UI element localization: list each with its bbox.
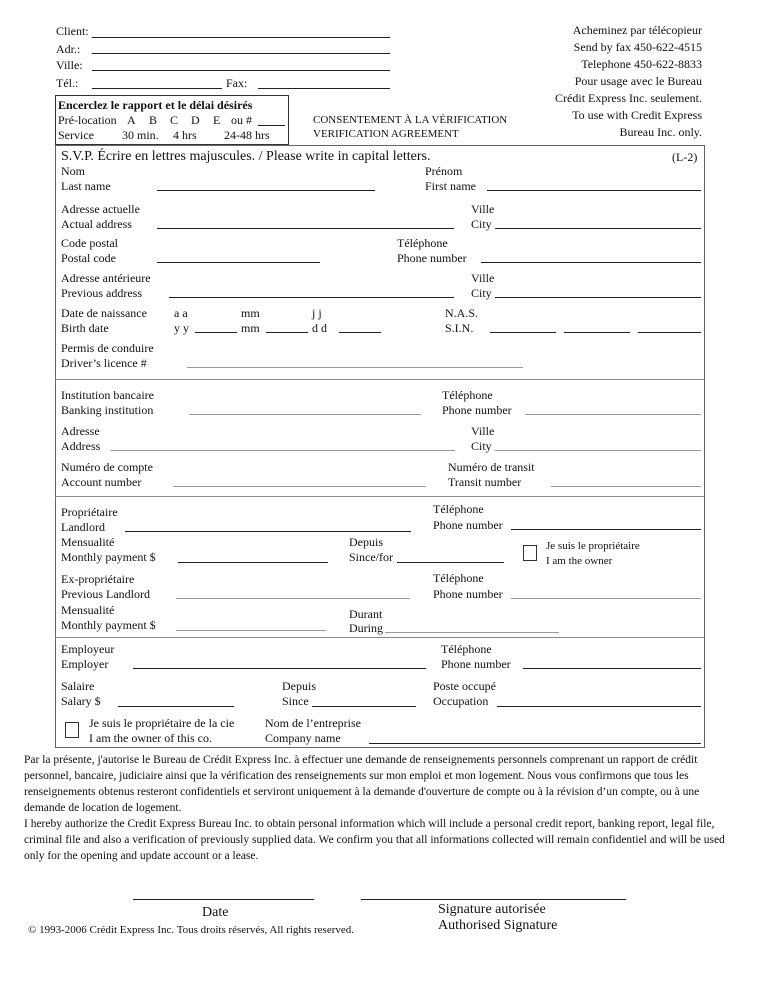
bank-city-field[interactable] [495,450,701,451]
landlord-field[interactable] [125,531,411,532]
ou-label: ou # [231,113,252,127]
main-form-box [55,145,705,748]
consent-title-en: VERIFICATION AGREEMENT [313,128,459,140]
previous-address-label: Previous address [61,286,142,300]
transit-number-field[interactable] [551,486,701,487]
telephone-label-employer: Téléphone [441,642,492,656]
telephone-label-bank: Téléphone [442,388,493,402]
service-label: Service [58,128,94,142]
nom-label: Nom [61,164,85,178]
actual-address-label: Actual address [61,217,132,231]
monthly-payment-field-1[interactable] [178,562,328,563]
ville-label-1: Ville [471,202,495,216]
account-number-field[interactable] [173,486,426,487]
phone-number-label-prev: Phone number [433,587,503,601]
employer-phone-field[interactable] [523,668,701,669]
employer-label: Employer [61,657,109,671]
form-code: (L-2) [672,150,698,164]
tel-label: Tél.: [56,76,79,90]
owner-label-fr: Je suis le propriétaire [546,540,640,552]
occupation-field[interactable] [497,706,701,707]
client-field[interactable] [92,37,390,38]
numero-transit-label: Numéro de transit [448,460,535,474]
fax-label: Fax: [226,76,248,90]
section-divider-landlord [55,496,704,497]
proprietaire-label: Propriétaire [61,505,118,519]
since-label-employer: Since [282,694,309,708]
phone-number-field-1[interactable] [481,262,701,263]
salary-field[interactable] [118,706,234,707]
depuis-label-employer: Depuis [282,679,316,693]
authorization-text-en: I hereby authorize the Credit Express Bureau Inc. to obtain personal information which will include a personal credit report, banking report, legal file, criminal file and also a verification of previously supplied data. We confirm you that all informations collected will remain confidentiel and will be used only for the opening and update account or a lease. [24,818,725,862]
capital-letters-instruction: S.V.P. Écrire en lettres majuscules. / Please write in capital letters. [61,149,431,164]
prenom-label: Prénom [425,164,463,178]
option-a[interactable]: A [127,113,136,127]
monthly-payment-field-2[interactable] [176,630,326,631]
birth-day-field[interactable] [339,332,381,333]
landlord-label: Landlord [61,520,105,534]
permis-label: Permis de conduire [61,341,154,355]
landlord-phone-field[interactable] [511,529,701,530]
option-e[interactable]: E [213,113,221,127]
last-name-field[interactable] [157,190,375,191]
company-name-label: Company name [265,731,341,745]
city-label-2: City [471,286,492,300]
i-am-owner-checkbox[interactable] [523,545,537,561]
city-field-1[interactable] [495,228,701,229]
during-label: During [349,621,383,635]
birth-month-field[interactable] [266,332,308,333]
city-label-1: City [471,217,492,231]
birth-date-label: Birth date [61,321,109,335]
ville-field[interactable] [92,70,390,71]
depuis-label-landlord: Depuis [349,535,383,549]
option-d[interactable]: D [191,113,200,127]
nom-entreprise-label: Nom de l’entreprise [265,716,361,730]
drivers-licence-label: Driver’s licence # [61,356,147,370]
adr-label: Adr.: [56,42,81,56]
banking-institution-label: Banking institution [61,403,154,417]
consent-title-fr: CONSENTEMENT À LA VÉRIFICATION [313,114,508,126]
adresse-anterieure-label: Adresse antérieure [61,271,151,285]
phone-number-label-1: Phone number [397,251,467,265]
employeur-label: Employeur [61,642,115,656]
phone-number-label-bank: Phone number [442,403,512,417]
monthly-payment-label-1: Monthly payment $ [61,550,156,564]
numero-compte-label: Numéro de compte [61,460,153,474]
actual-address-field[interactable] [157,228,454,229]
drivers-licence-field[interactable] [187,367,523,368]
mensualite-label-1: Mensualité [61,535,115,549]
signature-label-fr: Signature autorisée [438,902,546,917]
birth-year-field[interactable] [195,332,237,333]
mm-label-fr: mm [241,306,260,320]
yy-label: y y [174,321,189,335]
tel-field[interactable] [92,88,222,89]
adresse-actuelle-label: Adresse actuelle [61,202,140,216]
ville-label-2: Ville [471,271,495,285]
poste-label: Poste occupé [433,679,496,693]
bank-address-field[interactable] [111,450,455,451]
company-name-field[interactable] [369,743,701,744]
authorization-text-fr: Par la présente, j'autorise le Bureau de Crédit Express Inc. à effectuer une demande de renseignements personnels comprenant un rapport de crédit personnel, bancaire, judiciaire ainsi que la vérification des renseignements sur mon emploi et mon logement. Nous vous confirmons que tous les renseignements obtenus resteront confidentiels et serviront uniquement à la demande d'ouverture de compte ou à la révision d’un compte, ou à une demande de location de logement. [24,754,700,814]
banking-institution-field[interactable] [189,414,421,415]
date-naissance-label: Date de naissance [61,306,147,320]
address-label-bank: Address [61,439,101,453]
section-divider-employer [55,637,704,638]
fax-instructions: Acheminez par télécopieur Send by fax 450-622-4515 Telephone 450-622-8833 Pour usage avec le Bureau Crédit Express Inc. seulement. To use with Credit Express Bureau Inc. only. [555,23,702,139]
adresse-label-bank: Adresse [61,424,100,438]
delay-4hrs[interactable]: 4 hrs [173,128,197,142]
code-postal-label: Code postal [61,236,118,250]
report-number-field[interactable] [258,125,285,126]
last-name-label: Last name [61,179,111,193]
sin-label: S.I.N. [445,321,474,335]
first-name-label: First name [425,179,476,193]
copyright: © 1993-2006 Crédit Express Inc. Tous droits réservés, All rights reserved. [28,924,355,936]
option-b[interactable]: B [149,113,158,127]
signature-label-en: Authorised Signature [438,918,558,933]
occupation-label: Occupation [433,694,489,708]
since-for-label: Since/for [349,550,393,564]
company-owner-label-fr: Je suis le propriétaire de la cie [89,716,235,730]
account-number-label: Account number [61,475,142,489]
telephone-label-prev: Téléphone [433,571,484,585]
city-label-bank: City [471,439,492,453]
nas-label: N.A.S. [445,306,479,320]
ville-label: Ville: [56,58,83,72]
ex-proprietaire-label: Ex-propriétaire [61,572,135,586]
postal-code-label: Postal code [61,251,116,265]
salary-label: Salary $ [61,694,101,708]
section-divider-bank [55,379,704,380]
city-field-2[interactable] [495,297,701,298]
bank-phone-field[interactable] [525,414,701,415]
dd-label: d d [312,321,327,335]
owner-label-en: I am the owner [546,555,613,567]
date-label: Date [202,905,229,920]
date-line[interactable] [133,899,314,900]
since-for-field[interactable] [397,562,504,563]
previous-landlord-phone-field[interactable] [511,598,701,599]
aa-label: a a [174,306,188,320]
adr-field[interactable] [92,53,390,54]
signature-line[interactable] [361,899,626,900]
client-label: Client: [56,24,89,38]
previous-landlord-field[interactable] [176,598,410,599]
institution-label: Institution bancaire [61,388,154,402]
durant-label: Durant [349,607,383,621]
previous-address-field[interactable] [169,297,454,298]
employer-since-field[interactable] [312,706,416,707]
company-owner-label-en: I am the owner of this co. [89,731,212,745]
first-name-field[interactable] [487,190,701,191]
employer-field[interactable] [133,668,426,669]
sin-field-3[interactable] [638,332,701,333]
delay-30min[interactable]: 30 min. [122,128,159,142]
previous-landlord-label: Previous Landlord [61,587,150,601]
salaire-label: Salaire [61,679,95,693]
phone-number-label-landlord: Phone number [433,518,503,532]
telephone-label-landlord: Téléphone [433,502,484,516]
fax-field[interactable] [258,88,390,89]
mm-label-en: mm [241,321,260,335]
postal-code-field[interactable] [157,262,320,263]
sin-field-1[interactable] [490,332,556,333]
transit-number-label: Transit number [448,475,522,489]
pre-location-label: Pré-location [58,113,117,127]
mensualite-label-2: Mensualité [61,603,115,617]
phone-number-label-employer: Phone number [441,657,511,671]
monthly-payment-label-2: Monthly payment $ [61,618,156,632]
report-box-title: Encerclez le rapport et le délai désirés [58,98,253,112]
sin-field-2[interactable] [564,332,630,333]
delay-24-48hrs[interactable]: 24-48 hrs [224,128,270,142]
during-field[interactable] [385,632,559,633]
ville-label-bank: Ville [471,424,495,438]
jj-label: j j [312,306,322,320]
company-owner-checkbox[interactable] [65,722,79,738]
option-c[interactable]: C [170,113,179,127]
telephone-label-1: Téléphone [397,236,448,250]
